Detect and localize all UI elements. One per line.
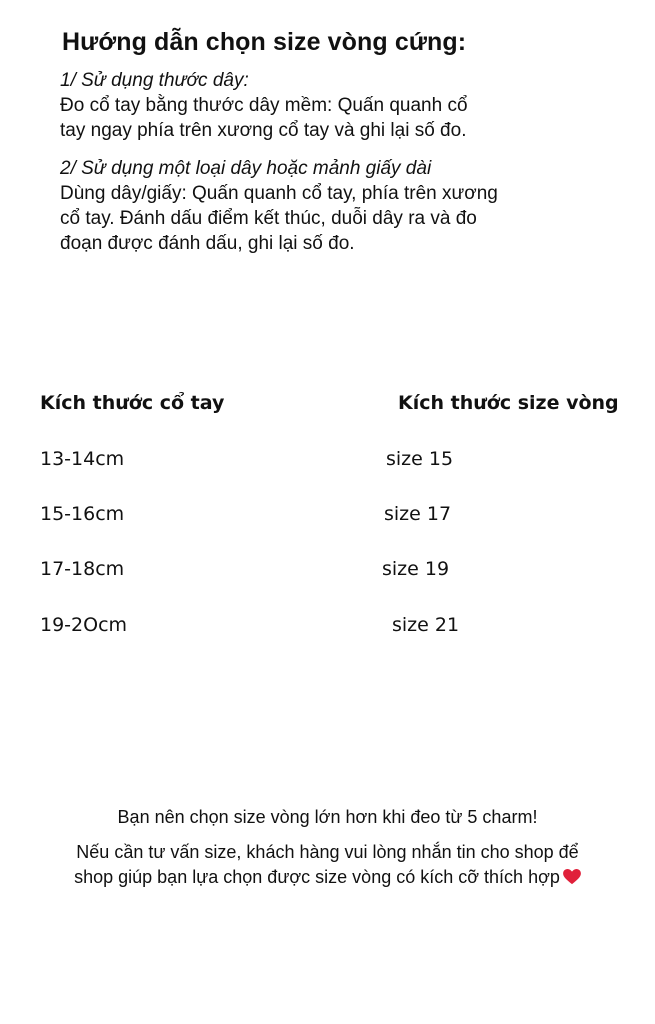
page-title: Hướng dẫn chọn size vòng cứng: [62, 28, 467, 56]
cell-wrist-size: 17-18cm [40, 558, 125, 580]
cell-wrist-size: 13-14cm [40, 448, 125, 470]
header-wrist-size: Kích thước cổ tay [40, 392, 225, 414]
charm-note: Bạn nên chọn size vòng lớn hơn khi đeo từ 5 charm! [117, 807, 538, 827]
contact-note-line-last [0, 865, 655, 890]
header-bangle-size: Kích thước size vòng [398, 392, 619, 414]
cell-bangle-size: size 15 [386, 448, 454, 470]
section-heading: 1/ Sử dụng thước dây: [60, 70, 249, 91]
cell-wrist-size: 15-16cm [40, 503, 125, 525]
section-heading: 2/ Sử dụng một loại dây hoặc mảnh giấy dài [60, 158, 432, 179]
cell-wrist-size: 19-2Ocm [40, 614, 128, 636]
contact-note [0, 840, 655, 890]
cell-bangle-size: size 17 [384, 503, 452, 525]
contact-note-text: shop giúp bạn lựa chọn được size vòng có kích cỡ thích hợp [74, 867, 560, 887]
cell-bangle-size: size 21 [392, 614, 460, 636]
section-line: cổ tay. Đánh dấu điểm kết thúc, duỗi dây ra và đo [60, 208, 477, 229]
heart-icon [563, 869, 581, 885]
section-line: Đo cổ tay bằng thước dây mềm: Quấn quanh cổ [60, 95, 468, 116]
cell-bangle-size: size 19 [382, 558, 450, 580]
section-line: đoạn được đánh dấu, ghi lại số đo. [60, 233, 355, 254]
section-line: tay ngay phía trên xương cổ tay và ghi lại số đo. [60, 120, 467, 141]
contact-note-line: Nếu cần tư vấn size, khách hàng vui lòng nhắn tin cho shop để [76, 842, 579, 862]
section-line: Dùng dây/giấy: Quấn quanh cổ tay, phía trên xương [60, 183, 498, 204]
